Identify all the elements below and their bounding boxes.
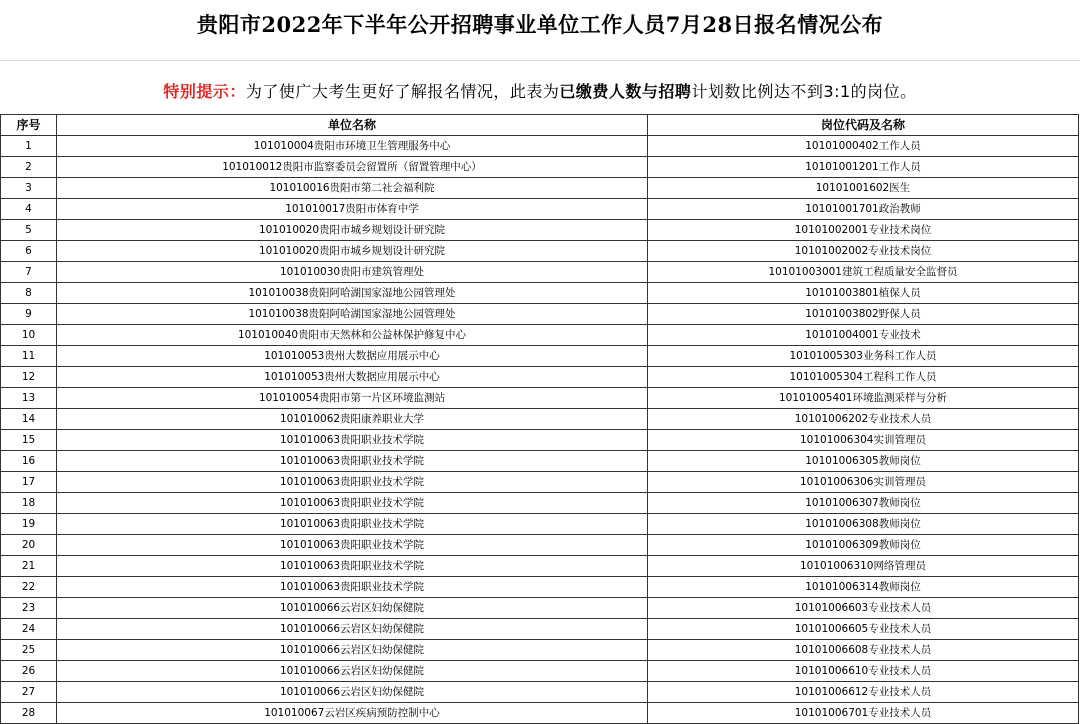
cell-index: 10: [1, 325, 57, 346]
table-row: [1, 430, 1079, 451]
cell-position: 10101003802野保人员: [648, 304, 1079, 325]
table-row: [1, 241, 1079, 262]
cell-position: 10101006610专业技术人员: [648, 661, 1079, 682]
cell-index: 22: [1, 577, 57, 598]
cell-position: 10101006309教师岗位: [648, 535, 1079, 556]
table-body: [1, 136, 1079, 724]
cell-index: 16: [1, 451, 57, 472]
cell-unit-name: 101010063贵阳职业技术学院: [57, 535, 648, 556]
table-row: [1, 451, 1079, 472]
table-row: [1, 283, 1079, 304]
cell-unit-name: 101010053贵州大数据应用展示中心: [57, 367, 648, 388]
cell-index: 9: [1, 304, 57, 325]
table-row: [1, 598, 1079, 619]
cell-position: 10101005303业务科工作人员: [648, 346, 1079, 367]
cell-unit-name: 101010063贵阳职业技术学院: [57, 514, 648, 535]
table-row: [1, 304, 1079, 325]
cell-index: 18: [1, 493, 57, 514]
cell-position: 10101006608专业技术人员: [648, 640, 1079, 661]
cell-index: 6: [1, 241, 57, 262]
header-index: 序号: [1, 115, 57, 136]
cell-unit-name: 101010063贵阳职业技术学院: [57, 493, 648, 514]
table-header-row: [1, 115, 1079, 136]
cell-position: 10101001701政治教师: [648, 199, 1079, 220]
table-row: [1, 472, 1079, 493]
table-row: [1, 220, 1079, 241]
notice-bold-text: 已缴费人数与招聘: [559, 82, 692, 101]
cell-unit-name: 101010038贵阳阿哈湖国家湿地公园管理处: [57, 304, 648, 325]
cell-index: 20: [1, 535, 57, 556]
cell-index: 1: [1, 136, 57, 157]
table-row: [1, 577, 1079, 598]
cell-position: 10101000402工作人员: [648, 136, 1079, 157]
cell-index: 23: [1, 598, 57, 619]
table-row: [1, 535, 1079, 556]
cell-position: 10101004001专业技术: [648, 325, 1079, 346]
table-row: [1, 640, 1079, 661]
cell-position: 10101006310网络管理员: [648, 556, 1079, 577]
header-unit-name: 单位名称: [57, 115, 648, 136]
table-row: [1, 409, 1079, 430]
cell-position: 10101006305教师岗位: [648, 451, 1079, 472]
cell-index: 8: [1, 283, 57, 304]
cell-position: 10101006304实训管理员: [648, 430, 1079, 451]
table-row: [1, 661, 1079, 682]
table-row: [1, 556, 1079, 577]
cell-index: 24: [1, 619, 57, 640]
cell-position: 10101006612专业技术人员: [648, 682, 1079, 703]
cell-index: 26: [1, 661, 57, 682]
cell-unit-name: 101010053贵州大数据应用展示中心: [57, 346, 648, 367]
cell-index: 19: [1, 514, 57, 535]
cell-unit-name: 101010040贵阳市天然林和公益林保护修复中心: [57, 325, 648, 346]
table-row: [1, 682, 1079, 703]
cell-index: 21: [1, 556, 57, 577]
cell-position: 10101006308教师岗位: [648, 514, 1079, 535]
title-band: [0, 0, 1080, 61]
cell-position: 10101005304工程科工作人员: [648, 367, 1079, 388]
cell-index: 13: [1, 388, 57, 409]
table-row: [1, 157, 1079, 178]
cell-index: 5: [1, 220, 57, 241]
cell-index: 7: [1, 262, 57, 283]
cell-unit-name: 101010066云岩区妇幼保健院: [57, 661, 648, 682]
cell-index: 11: [1, 346, 57, 367]
cell-index: 25: [1, 640, 57, 661]
cell-unit-name: 101010067云岩区疾病预防控制中心: [57, 703, 648, 724]
cell-position: 10101006314教师岗位: [648, 577, 1079, 598]
header-position: 岗位代码及名称: [648, 115, 1079, 136]
notice: [0, 79, 1080, 102]
cell-unit-name: 101010063贵阳职业技术学院: [57, 451, 648, 472]
cell-unit-name: 101010062贵阳康养职业大学: [57, 409, 648, 430]
table-row: [1, 367, 1079, 388]
cell-position: 10101006306实训管理员: [648, 472, 1079, 493]
table-row: [1, 619, 1079, 640]
table-row: [1, 346, 1079, 367]
cell-unit-name: 101010016贵阳市第二社会福利院: [57, 178, 648, 199]
notice-label: 特别提示：: [163, 82, 246, 101]
cell-index: 14: [1, 409, 57, 430]
cell-index: 4: [1, 199, 57, 220]
cell-position: 10101005401环境监测采样与分析: [648, 388, 1079, 409]
cell-unit-name: 101010038贵阳阿哈湖国家湿地公园管理处: [57, 283, 648, 304]
table-row: [1, 262, 1079, 283]
cell-unit-name: 101010054贵阳市第一片区环境监测站: [57, 388, 648, 409]
cell-unit-name: 101010066云岩区妇幼保健院: [57, 682, 648, 703]
cell-index: 12: [1, 367, 57, 388]
table-row: [1, 514, 1079, 535]
cell-position: 10101001602医生: [648, 178, 1079, 199]
notice-text-1: 为了使广大考生更好了解报名情况，此表为: [245, 82, 560, 101]
cell-position: 10101003001建筑工程质量安全监督员: [648, 262, 1079, 283]
table-row: [1, 703, 1079, 724]
cell-unit-name: 101010063贵阳职业技术学院: [57, 556, 648, 577]
cell-unit-name: 101010063贵阳职业技术学院: [57, 472, 648, 493]
cell-unit-name: 101010030贵阳市建筑管理处: [57, 262, 648, 283]
cell-position: 10101002002专业技术岗位: [648, 241, 1079, 262]
cell-index: 2: [1, 157, 57, 178]
cell-position: 10101006605专业技术人员: [648, 619, 1079, 640]
table-row: [1, 199, 1079, 220]
cell-unit-name: 101010066云岩区妇幼保健院: [57, 598, 648, 619]
cell-unit-name: 101010063贵阳职业技术学院: [57, 577, 648, 598]
cell-unit-name: 101010020贵阳市城乡规划设计研究院: [57, 220, 648, 241]
cell-position: 10101006603专业技术人员: [648, 598, 1079, 619]
cell-position: 10101006307教师岗位: [648, 493, 1079, 514]
cell-index: 17: [1, 472, 57, 493]
table-row: [1, 325, 1079, 346]
cell-unit-name: 101010020贵阳市城乡规划设计研究院: [57, 241, 648, 262]
cell-index: 28: [1, 703, 57, 724]
cell-position: 10101003801植保人员: [648, 283, 1079, 304]
cell-index: 27: [1, 682, 57, 703]
cell-index: 3: [1, 178, 57, 199]
cell-unit-name: 101010066云岩区妇幼保健院: [57, 640, 648, 661]
cell-position: 10101001201工作人员: [648, 157, 1079, 178]
notice-text-2: 计划数比例达不到3:1的岗位。: [691, 82, 917, 101]
cell-unit-name: 101010004贵阳市环境卫生管理服务中心: [57, 136, 648, 157]
table-row: [1, 493, 1079, 514]
cell-position: 10101002001专业技术岗位: [648, 220, 1079, 241]
cell-position: 10101006701专业技术人员: [648, 703, 1079, 724]
cell-position: 10101006202专业技术人员: [648, 409, 1079, 430]
registration-table: [0, 114, 1079, 724]
table-row: [1, 178, 1079, 199]
table-row: [1, 136, 1079, 157]
cell-unit-name: 101010012贵阳市监察委员会留置所（留置管理中心）: [57, 157, 648, 178]
cell-unit-name: 101010066云岩区妇幼保健院: [57, 619, 648, 640]
page-title: 贵阳市2022年下半年公开招聘事业单位工作人员7月28日报名情况公布: [196, 12, 884, 37]
cell-index: 15: [1, 430, 57, 451]
cell-unit-name: 101010063贵阳职业技术学院: [57, 430, 648, 451]
table-row: [1, 388, 1079, 409]
cell-unit-name: 101010017贵阳市体育中学: [57, 199, 648, 220]
